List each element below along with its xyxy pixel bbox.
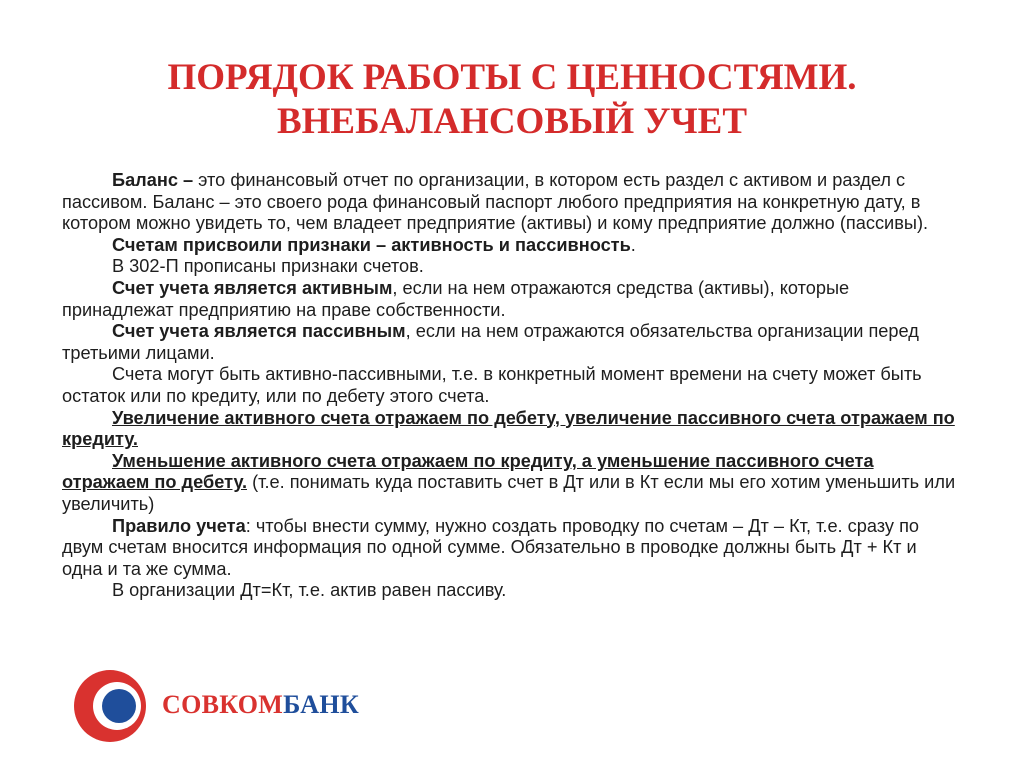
term-balance: Баланс – xyxy=(112,170,194,190)
term-active-account: Счет учета является активным xyxy=(112,277,393,298)
term-accounting-rule: Правило учета xyxy=(112,515,246,536)
document-body xyxy=(62,170,962,602)
paragraph-302p xyxy=(62,256,962,278)
term-passive-account: Счет учета является пассивным xyxy=(112,321,406,342)
rule-decrease: Уменьшение активного счета отражаем по кредиту, а уменьшение пассивного счета отражаем по дебету. xyxy=(62,450,874,493)
paragraph-text: это финансовый отчет по организации, в котором есть раздел с активом и раздел с пассивом. Баланс – это своего рода финансовый паспорт любого предприятия на конкретную дату, в котором можно увидеть то, чем владеет предприятие (активы) и кому предприятие должно (пассивы). xyxy=(62,170,929,234)
logo-text-red: СОВКОМ xyxy=(162,690,284,719)
paragraph-text: (т.е. понимать куда поставить счет в Дт или в Кт если мы его хотим уменьшить или увеличить) xyxy=(62,472,956,514)
paragraph-text: . xyxy=(630,234,636,255)
paragraph-balance xyxy=(62,170,962,235)
paragraph-attributes xyxy=(62,235,962,257)
paragraph-text: : чтобы внести сумму, нужно создать проводку по счетам – Дт – Кт, т.е. сразу по двум счетам вносится информация по одной сумме. Обязательно в проводке должны быть Дт + Кт и одна и та же сумма. xyxy=(62,515,920,579)
paragraph-active-passive xyxy=(62,364,962,407)
paragraph-text: , если на нем отражаются обязательства организации перед третьими лицами. xyxy=(62,321,919,363)
sovcombank-logo-icon xyxy=(72,668,148,744)
paragraph-accounting-rule xyxy=(62,516,962,581)
rule-increase: Увеличение активного счета отражаем по дебету, увеличение пассивного счета отражаем по кредиту. xyxy=(62,407,955,450)
paragraph-active-account xyxy=(62,278,962,321)
paragraph-text: В 302-П прописаны признаки счетов. xyxy=(112,256,424,277)
paragraph-passive-account xyxy=(62,321,962,364)
logo-wordmark xyxy=(162,690,359,720)
page-title xyxy=(0,56,1024,144)
paragraph-increase-rule xyxy=(62,408,962,451)
sovcombank-logo xyxy=(72,668,372,744)
paragraph-text: , если на нем отражаются средства (активы), которые принадлежат предприятию на праве собственности. xyxy=(62,277,850,320)
paragraph-text: В организации Дт=Кт, т.е. актив равен пассиву. xyxy=(112,580,507,601)
title-line-2: ВНЕБАЛАНСОВЫЙ УЧЕТ xyxy=(276,101,748,142)
logo-text-blue: БАНК xyxy=(283,690,360,719)
title-line-1: ПОРЯДОК РАБОТЫ С ЦЕННОСТЯМИ. xyxy=(167,57,857,98)
paragraph-text: Счета могут быть активно-пассивными, т.е. в конкретный момент времени на счету может быть остаток или по кредиту, или по дебету этого счета. xyxy=(62,364,922,406)
term-attributes: Счетам присвоили признаки – активность и пассивность xyxy=(112,234,631,255)
paragraph-debit-credit xyxy=(62,580,962,602)
paragraph-decrease-rule xyxy=(62,451,962,516)
